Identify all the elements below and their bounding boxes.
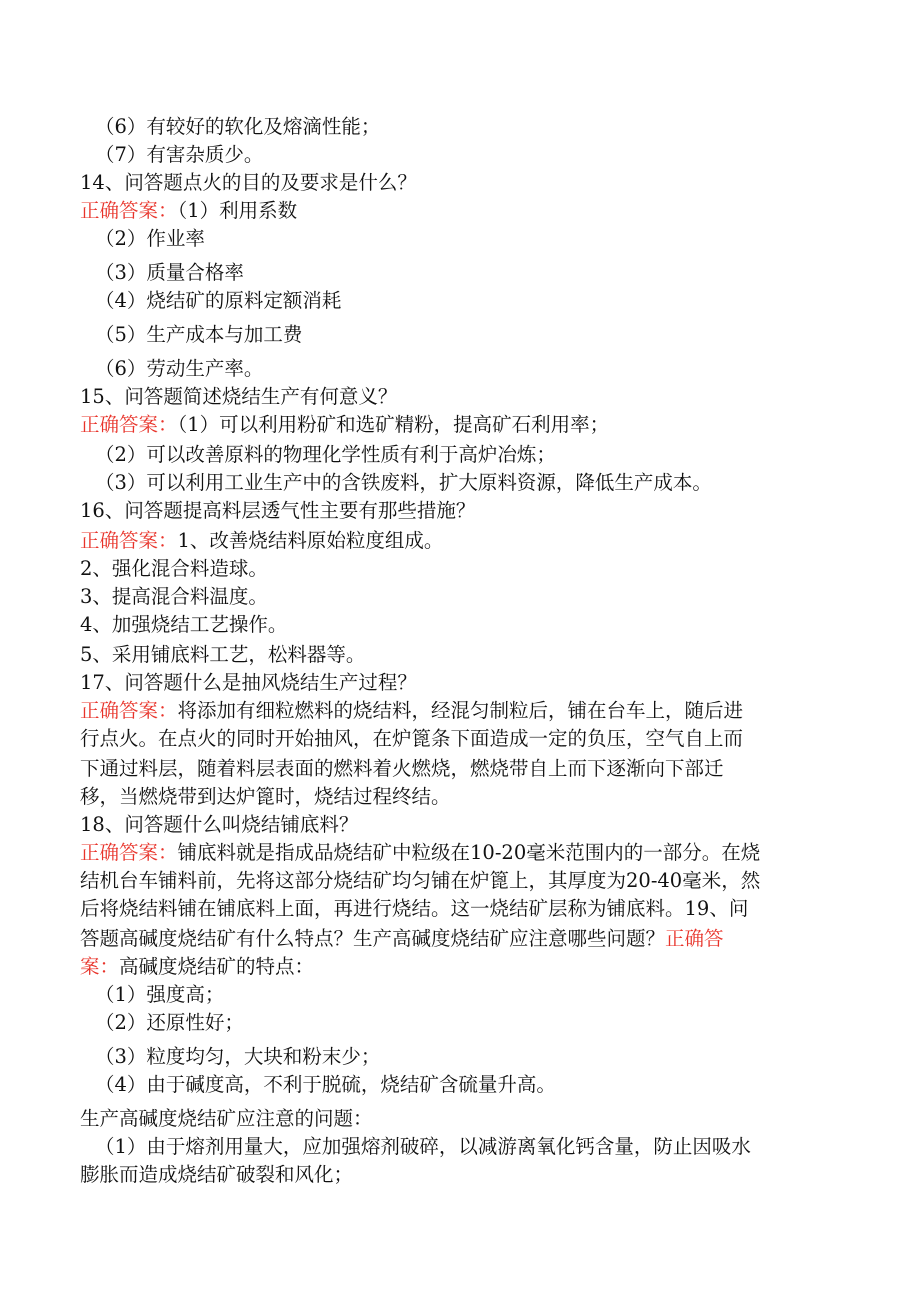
text-line: （5）生产成本与加工费: [95, 323, 303, 346]
text-line: （3）粒度均匀，大块和粉末少；: [95, 1045, 381, 1068]
text-line: 2、强化混合料造球。: [80, 557, 268, 580]
question-heading: 14、问答题点火的目的及要求是什么？: [80, 171, 417, 194]
text-line: 结机台车铺料前，先将这部分烧结矿均匀铺在炉篦上，其厚度为20-40毫米，然: [80, 869, 761, 892]
answer-line: [80, 411, 840, 439]
text-line: 行点火。在点火的同时开始抽风，在炉篦条下面造成一定的负压，空气自上而: [80, 727, 744, 750]
text-line: （6）有较好的软化及熔滴性能；: [95, 115, 381, 138]
question-text: 答题高碱度烧结矿有什么特点？生产高碱度烧结矿应注意哪些问题？: [80, 927, 666, 950]
text-line: 下通过料层，随着料层表面的燃料着火燃烧，燃烧带自上而下逐渐向下部迁: [80, 757, 724, 780]
answer-label: 案：: [80, 955, 120, 978]
answer-label: 正确答案：: [80, 529, 178, 552]
answer-line: [80, 527, 840, 555]
text-line: 膨胀而造成烧结矿破裂和风化；: [80, 1163, 354, 1186]
answer-text: （1）利用系数: [177, 199, 298, 222]
answer-text: 1、改善烧结料原始粒度组成。: [177, 529, 444, 552]
answer-line: [80, 953, 840, 981]
text-line: （2）可以改善原料的物理化学性质有利于高炉冶炼；: [95, 443, 556, 466]
text-line: （1）强度高；: [95, 983, 225, 1006]
question-heading: [80, 925, 840, 953]
answer-label: 正确答案：: [80, 413, 178, 436]
text-line: 4、加强烧结工艺操作。: [80, 613, 288, 636]
text-line: （2）作业率: [95, 227, 205, 250]
answer-text: 将添加有细粒燃料的烧结料，经混匀制粒后，铺在台车上，随后进: [177, 699, 744, 722]
question-heading: 16、问答题提高料层透气性主要有那些措施？: [80, 499, 476, 522]
text-line: （7）有害杂质少。: [95, 143, 264, 166]
answer-text: （1）可以利用粉矿和选矿精粉，提高矿石利用率；: [177, 413, 610, 436]
question-heading: 15、问答题简述烧结生产有何意义？: [80, 385, 398, 408]
answer-text: 高碱度烧结矿的特点：: [119, 955, 315, 978]
answer-label: 正确答案：: [80, 841, 178, 864]
answer-label: 正确答案：: [80, 199, 178, 222]
text-line: （1）由于熔剂用量大，应加强熔剂破碎，以减游离氧化钙含量，防止因吸水: [95, 1135, 751, 1158]
question-heading: 17、问答题什么是抽风烧结生产过程？: [80, 671, 417, 694]
answer-text: 铺底料就是指成品烧结矿中粒级在10-20毫米范围内的一部分。在烧: [177, 841, 761, 864]
text-line: （4）由于碱度高，不利于脱硫，烧结矿含硫量升高。: [95, 1073, 556, 1096]
answer-label: 正确答: [665, 927, 724, 950]
text-line: （3）可以利用工业生产中的含铁废料，扩大原料资源，降低生产成本。: [95, 471, 712, 494]
text-line: （3）质量合格率: [95, 261, 244, 284]
text-line: 5、采用铺底料工艺，松料器等。: [80, 643, 366, 666]
answer-line: [80, 839, 840, 867]
text-line: 移，当燃烧带到达炉篦时，烧结过程终结。: [80, 785, 451, 808]
answer-label: 正确答案：: [80, 699, 178, 722]
answer-line: [80, 197, 840, 225]
text-line: 后将烧结料铺在铺底料上面，再进行烧结。这一烧结矿层称为铺底料。19、问: [80, 897, 749, 920]
text-line: 3、提高混合料温度。: [80, 585, 268, 608]
text-line: （4）烧结矿的原料定额消耗: [95, 289, 342, 312]
answer-line: [80, 697, 840, 725]
text-line: （6）劳动生产率。: [95, 357, 264, 380]
text-line: （2）还原性好；: [95, 1011, 244, 1034]
question-heading: 18、问答题什么叫烧结铺底料？: [80, 813, 359, 836]
text-line: 生产高碱度烧结矿应注意的问题：: [80, 1107, 373, 1130]
